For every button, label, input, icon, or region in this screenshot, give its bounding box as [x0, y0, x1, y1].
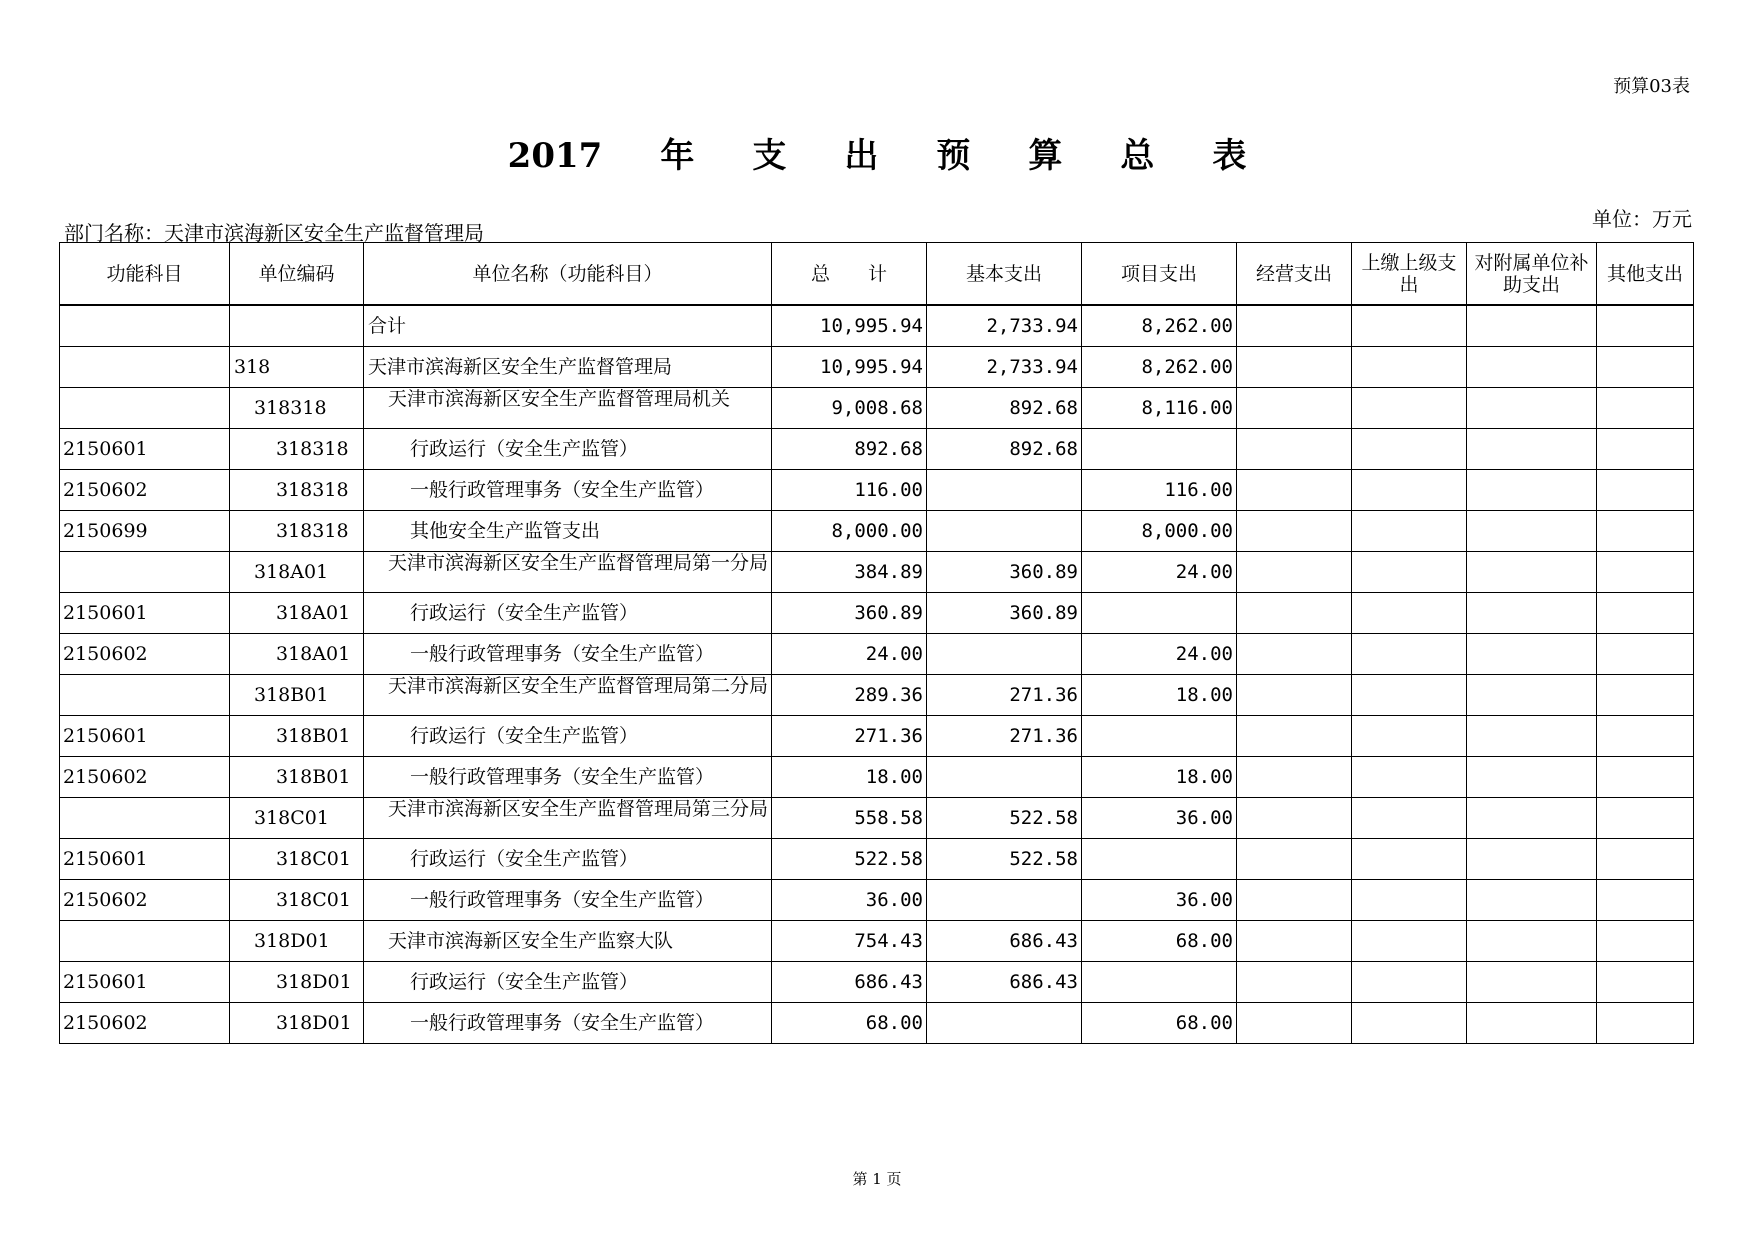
cell-total: 754.43 — [772, 921, 927, 962]
cell-basic: 522.58 — [927, 839, 1082, 880]
cell-project: 68.00 — [1082, 921, 1237, 962]
cell-code: 318C01 — [230, 839, 364, 880]
cell-name: 一般行政管理事务（安全生产监管） — [364, 470, 772, 511]
cell-total: 289.36 — [772, 675, 927, 716]
cell-project: 24.00 — [1082, 634, 1237, 675]
cell-project: 36.00 — [1082, 798, 1237, 839]
cell-operating — [1237, 757, 1352, 798]
cell-upper — [1352, 552, 1467, 593]
title-char: 算 — [1028, 136, 1063, 176]
cell-project — [1082, 716, 1237, 757]
table-row — [60, 1003, 1694, 1044]
cell-subsidy — [1467, 511, 1597, 552]
cell-subsidy — [1467, 798, 1597, 839]
cell-code: 318C01 — [230, 798, 364, 839]
page-title — [0, 128, 1754, 177]
cell-code: 318318 — [230, 511, 364, 552]
cell-upper — [1352, 470, 1467, 511]
cell-func: 2150601 — [60, 716, 230, 757]
header-project: 项目支出 — [1082, 243, 1237, 306]
cell-project — [1082, 593, 1237, 634]
cell-code: 318A01 — [230, 634, 364, 675]
cell-basic: 892.68 — [927, 429, 1082, 470]
cell-basic — [927, 634, 1082, 675]
cell-subsidy — [1467, 1003, 1597, 1044]
cell-func: 2150602 — [60, 1003, 230, 1044]
cell-basic: 2,733.94 — [927, 305, 1082, 347]
cell-subsidy — [1467, 429, 1597, 470]
cell-subsidy — [1467, 675, 1597, 716]
cell-upper — [1352, 429, 1467, 470]
cell-name: 行政运行（安全生产监管） — [364, 716, 772, 757]
cell-subsidy — [1467, 388, 1597, 429]
cell-project: 8,000.00 — [1082, 511, 1237, 552]
cell-name: 其他安全生产监管支出 — [364, 511, 772, 552]
cell-subsidy — [1467, 716, 1597, 757]
cell-total: 9,008.68 — [772, 388, 927, 429]
cell-subsidy — [1467, 470, 1597, 511]
cell-func: 2150699 — [60, 511, 230, 552]
cell-total: 10,995.94 — [772, 347, 927, 388]
cell-basic: 2,733.94 — [927, 347, 1082, 388]
cell-project: 24.00 — [1082, 552, 1237, 593]
cell-operating — [1237, 511, 1352, 552]
table-row — [60, 429, 1694, 470]
cell-operating — [1237, 593, 1352, 634]
cell-operating — [1237, 470, 1352, 511]
cell-code: 318C01 — [230, 880, 364, 921]
cell-upper — [1352, 716, 1467, 757]
cell-basic — [927, 1003, 1082, 1044]
cell-operating — [1237, 798, 1352, 839]
cell-code: 318B01 — [230, 757, 364, 798]
cell-func: 2150602 — [60, 880, 230, 921]
cell-basic: 686.43 — [927, 921, 1082, 962]
cell-other — [1597, 511, 1694, 552]
cell-code: 318B01 — [230, 675, 364, 716]
cell-project: 36.00 — [1082, 880, 1237, 921]
cell-operating — [1237, 305, 1352, 347]
cell-code: 318318 — [230, 429, 364, 470]
cell-name: 一般行政管理事务（安全生产监管） — [364, 1003, 772, 1044]
cell-name: 天津市滨海新区安全生产监督管理局机关 — [364, 388, 772, 429]
header-other: 其他支出 — [1597, 243, 1694, 306]
table-row — [60, 839, 1694, 880]
page-number: 第 1 页 — [852, 1170, 902, 1188]
cell-total: 558.58 — [772, 798, 927, 839]
cell-name: 合计 — [364, 305, 772, 347]
cell-func — [60, 388, 230, 429]
cell-upper — [1352, 634, 1467, 675]
cell-other — [1597, 962, 1694, 1003]
header-unit-name: 单位名称（功能科目） — [364, 243, 772, 306]
cell-other — [1597, 305, 1694, 347]
cell-total: 522.58 — [772, 839, 927, 880]
cell-name: 行政运行（安全生产监管） — [364, 839, 772, 880]
cell-name: 天津市滨海新区安全生产监督管理局第一分局 — [364, 552, 772, 593]
cell-other — [1597, 798, 1694, 839]
cell-subsidy — [1467, 921, 1597, 962]
cell-code: 318318 — [230, 470, 364, 511]
cell-other — [1597, 593, 1694, 634]
table-row — [60, 347, 1694, 388]
cell-code: 318D01 — [230, 962, 364, 1003]
cell-func — [60, 921, 230, 962]
table-row — [60, 675, 1694, 716]
header-upper-payment: 上缴上级支出 — [1352, 243, 1467, 306]
cell-subsidy — [1467, 593, 1597, 634]
title-char: 支 — [752, 136, 787, 176]
cell-project: 68.00 — [1082, 1003, 1237, 1044]
cell-code: 318318 — [230, 388, 364, 429]
cell-upper — [1352, 1003, 1467, 1044]
cell-total: 8,000.00 — [772, 511, 927, 552]
cell-operating — [1237, 921, 1352, 962]
cell-basic — [927, 757, 1082, 798]
cell-operating — [1237, 634, 1352, 675]
title-char: 表 — [1212, 136, 1247, 176]
cell-basic: 360.89 — [927, 593, 1082, 634]
cell-upper — [1352, 388, 1467, 429]
cell-subsidy — [1467, 880, 1597, 921]
cell-func: 2150601 — [60, 839, 230, 880]
cell-func: 2150601 — [60, 429, 230, 470]
cell-project: 8,262.00 — [1082, 305, 1237, 347]
cell-operating — [1237, 716, 1352, 757]
table-row — [60, 798, 1694, 839]
header-subsidy: 对附属单位补助支出 — [1467, 243, 1597, 306]
cell-upper — [1352, 511, 1467, 552]
cell-other — [1597, 429, 1694, 470]
table-row — [60, 921, 1694, 962]
cell-func: 2150601 — [60, 962, 230, 1003]
table-header-row — [60, 243, 1694, 306]
cell-other — [1597, 470, 1694, 511]
cell-func — [60, 798, 230, 839]
cell-upper — [1352, 921, 1467, 962]
cell-project: 8,116.00 — [1082, 388, 1237, 429]
cell-code: 318 — [230, 347, 364, 388]
cell-basic: 686.43 — [927, 962, 1082, 1003]
cell-other — [1597, 1003, 1694, 1044]
header-operating: 经营支出 — [1237, 243, 1352, 306]
cell-other — [1597, 675, 1694, 716]
cell-name: 天津市滨海新区安全生产监察大队 — [364, 921, 772, 962]
table-row — [60, 552, 1694, 593]
cell-operating — [1237, 839, 1352, 880]
cell-code: 318A01 — [230, 593, 364, 634]
cell-operating — [1237, 347, 1352, 388]
cell-name: 行政运行（安全生产监管） — [364, 962, 772, 1003]
cell-upper — [1352, 798, 1467, 839]
cell-operating — [1237, 388, 1352, 429]
cell-name: 一般行政管理事务（安全生产监管） — [364, 757, 772, 798]
cell-func: 2150601 — [60, 593, 230, 634]
table-row — [60, 880, 1694, 921]
cell-other — [1597, 757, 1694, 798]
cell-subsidy — [1467, 962, 1597, 1003]
cell-total: 10,995.94 — [772, 305, 927, 347]
cell-upper — [1352, 880, 1467, 921]
cell-total: 892.68 — [772, 429, 927, 470]
cell-total: 36.00 — [772, 880, 927, 921]
cell-code: 318D01 — [230, 921, 364, 962]
cell-total: 68.00 — [772, 1003, 927, 1044]
form-number: 预算03表 — [1613, 76, 1690, 97]
cell-upper — [1352, 593, 1467, 634]
cell-func: 2150602 — [60, 470, 230, 511]
table-row — [60, 716, 1694, 757]
cell-total: 116.00 — [772, 470, 927, 511]
cell-total: 360.89 — [772, 593, 927, 634]
cell-total: 686.43 — [772, 962, 927, 1003]
cell-upper — [1352, 347, 1467, 388]
header-func-subject: 功能科目 — [60, 243, 230, 306]
cell-operating — [1237, 552, 1352, 593]
cell-other — [1597, 347, 1694, 388]
cell-other — [1597, 552, 1694, 593]
cell-name: 天津市滨海新区安全生产监督管理局第三分局 — [364, 798, 772, 839]
cell-code: 318D01 — [230, 1003, 364, 1044]
cell-upper — [1352, 305, 1467, 347]
table-row — [60, 593, 1694, 634]
cell-func — [60, 552, 230, 593]
cell-basic: 892.68 — [927, 388, 1082, 429]
header-basic: 基本支出 — [927, 243, 1082, 306]
cell-name: 一般行政管理事务（安全生产监管） — [364, 880, 772, 921]
cell-name: 天津市滨海新区安全生产监督管理局 — [364, 347, 772, 388]
cell-upper — [1352, 839, 1467, 880]
cell-code: 318B01 — [230, 716, 364, 757]
cell-project — [1082, 839, 1237, 880]
cell-code: 318A01 — [230, 552, 364, 593]
table-row — [60, 757, 1694, 798]
cell-other — [1597, 716, 1694, 757]
cell-total: 384.89 — [772, 552, 927, 593]
cell-project: 116.00 — [1082, 470, 1237, 511]
table-row — [60, 511, 1694, 552]
table-row — [60, 470, 1694, 511]
cell-other — [1597, 921, 1694, 962]
cell-name: 行政运行（安全生产监管） — [364, 593, 772, 634]
table-row-total — [60, 305, 1694, 347]
cell-total: 271.36 — [772, 716, 927, 757]
title-year: 2017 — [507, 136, 603, 176]
cell-func — [60, 347, 230, 388]
cell-upper — [1352, 757, 1467, 798]
title-char: 出 — [844, 136, 879, 176]
cell-subsidy — [1467, 634, 1597, 675]
cell-basic: 271.36 — [927, 716, 1082, 757]
cell-subsidy — [1467, 347, 1597, 388]
table-row — [60, 634, 1694, 675]
table-row — [60, 388, 1694, 429]
cell-subsidy — [1467, 839, 1597, 880]
title-char: 总 — [1120, 136, 1155, 176]
cell-name: 行政运行（安全生产监管） — [364, 429, 772, 470]
cell-other — [1597, 634, 1694, 675]
cell-other — [1597, 388, 1694, 429]
cell-other — [1597, 839, 1694, 880]
cell-operating — [1237, 880, 1352, 921]
cell-name: 天津市滨海新区安全生产监督管理局第二分局 — [364, 675, 772, 716]
cell-project: 8,262.00 — [1082, 347, 1237, 388]
cell-subsidy — [1467, 305, 1597, 347]
cell-func — [60, 675, 230, 716]
cell-func: 2150602 — [60, 757, 230, 798]
department-name: 部门名称：天津市滨海新区安全生产监督管理局 — [64, 221, 484, 245]
cell-operating — [1237, 675, 1352, 716]
cell-basic: 271.36 — [927, 675, 1082, 716]
cell-upper — [1352, 675, 1467, 716]
cell-other — [1597, 880, 1694, 921]
cell-upper — [1352, 962, 1467, 1003]
budget-table — [59, 242, 1694, 1044]
header-total: 总 计 — [772, 243, 927, 306]
cell-project — [1082, 962, 1237, 1003]
cell-subsidy — [1467, 757, 1597, 798]
cell-operating — [1237, 429, 1352, 470]
cell-total: 18.00 — [772, 757, 927, 798]
table-row — [60, 962, 1694, 1003]
cell-project: 18.00 — [1082, 757, 1237, 798]
cell-project — [1082, 429, 1237, 470]
cell-operating — [1237, 1003, 1352, 1044]
cell-total: 24.00 — [772, 634, 927, 675]
currency-unit: 单位：万元 — [1592, 207, 1692, 231]
cell-operating — [1237, 962, 1352, 1003]
cell-basic: 522.58 — [927, 798, 1082, 839]
cell-basic — [927, 880, 1082, 921]
header-unit-code: 单位编码 — [230, 243, 364, 306]
cell-func: 2150602 — [60, 634, 230, 675]
title-char: 预 — [936, 136, 971, 176]
cell-basic: 360.89 — [927, 552, 1082, 593]
cell-project: 18.00 — [1082, 675, 1237, 716]
cell-subsidy — [1467, 552, 1597, 593]
cell-code — [230, 305, 364, 347]
cell-basic — [927, 511, 1082, 552]
title-char: 年 — [660, 136, 695, 176]
cell-func — [60, 305, 230, 347]
cell-name: 一般行政管理事务（安全生产监管） — [364, 634, 772, 675]
cell-basic — [927, 470, 1082, 511]
